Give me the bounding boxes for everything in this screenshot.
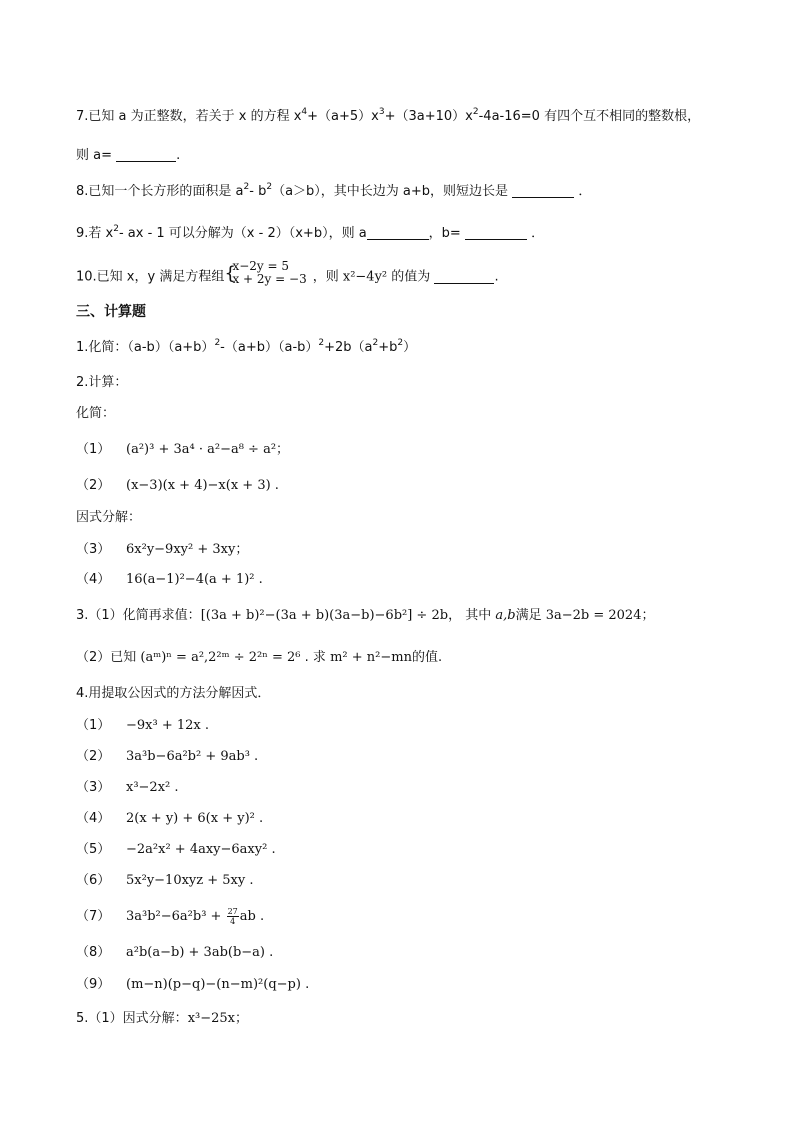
c4-item-3-expression: x³−2x² .: [126, 780, 179, 795]
q9-answer-blank-a[interactable]: [367, 225, 429, 240]
calc-4-title: 4.用提取公因式的方法分解因式．: [76, 686, 271, 701]
calc-2-part-4: [76, 570, 263, 590]
q9-end: ．: [531, 226, 545, 241]
c3-p1-vars: a,b: [495, 608, 516, 623]
section-heading-calculation: 三、计算题: [76, 304, 146, 320]
c1-text-d: +b: [378, 340, 398, 355]
c4-item-7-expression-b: ab .: [239, 909, 265, 924]
c3-p2-expression-2: m² + n²−mn: [330, 650, 412, 665]
q8-end: ．: [578, 184, 592, 199]
q9-exp-1: 2: [113, 224, 119, 234]
c4-item-8-expression: a²b(a−b) + 3ab(b−a) .: [126, 945, 274, 960]
c2-p1-expression: (a²)³ + 3a⁴ · a²−a⁸ ÷ a²；: [126, 442, 290, 457]
c5-expression: x³−25x；: [187, 1011, 248, 1026]
question-10: [76, 260, 499, 294]
q7-exp-1: 4: [301, 107, 308, 117]
c4-item-4-expression: 2(x + y) + 6(x + y)² .: [126, 811, 264, 826]
q7-text-b: +（a+5）x: [307, 109, 379, 124]
c3-p2-expression: (aᵐ)ⁿ = a²,2²ᵐ ÷ 2²ⁿ = 2⁶: [140, 650, 301, 665]
calc-2-factor-label: 因式分解：: [76, 510, 142, 525]
q7-answer-label: 则 a=: [76, 148, 112, 163]
c3-p2-end: 的值.: [411, 650, 443, 665]
calc-4-item-8: [76, 943, 273, 963]
c4-item-9-expression: (m−n)(p−q)−(n−m)²(q−p) .: [126, 977, 310, 992]
c1-end: ）: [403, 340, 417, 355]
c2-p3-expression: 6x²y−9xy² + 3xy；: [126, 542, 249, 557]
q8-text-a: 8.已知一个长方形的面积是 a: [76, 184, 244, 199]
calc-4-item-9: [76, 975, 309, 995]
q8-text-b: - b: [249, 184, 267, 199]
c1-exp-1: 2: [214, 338, 221, 348]
c3-p2-mid: . 求: [300, 650, 326, 665]
q10-answer-blank[interactable]: [434, 269, 494, 284]
system-brace: {: [224, 263, 236, 284]
system-equations: [232, 260, 306, 286]
c2-p3-number: （3）: [76, 542, 111, 557]
calc-2-part-1: [76, 440, 289, 460]
c3-p1-condition: 3a−2b = 2024；: [545, 608, 655, 623]
calc-4-item-5: [76, 840, 276, 860]
c1-exp-3: 2: [372, 338, 379, 348]
question-7-line-2: [76, 146, 180, 166]
c4-item-7-expression-a: 3a³b²−6a²b³ +: [126, 909, 226, 924]
q7-text-c: +（3a+10）x: [384, 109, 473, 124]
c3-p1-label: 3.（1）化简再求值：: [76, 608, 201, 623]
c2-p2-expression: (x−3)(x + 4)−x(x + 3) .: [126, 478, 279, 493]
q10-text-b: ，则: [312, 269, 339, 285]
calc-4-item-1: [76, 716, 209, 736]
calc-2-title: 2.计算：: [76, 375, 128, 390]
c3-p1-expression: [(3a + b)²−(3a + b)(3a−b)−6b²] ÷ 2b: [200, 608, 449, 623]
calc-4-item-6: [76, 871, 254, 891]
q10-end: .: [494, 269, 499, 285]
c4-item-5-expression: −2a²x² + 4axy−6axy² .: [126, 842, 276, 857]
q9-text-b: - ax - 1 可以分解为（x - 2）（x+b），则 a: [118, 226, 367, 241]
c2-p4-number: （4）: [76, 572, 111, 587]
calc-3-part-2: [76, 648, 442, 668]
calc-4-item-2: [76, 747, 258, 767]
fraction-numerator: 27: [227, 907, 238, 916]
c1-text-c: +2b（a: [324, 340, 373, 355]
c4-item-8-number: （8）: [76, 945, 111, 960]
q10-expression: x²−4y²: [342, 269, 388, 285]
c4-item-6-expression: 5x²y−10xyz + 5xy .: [126, 873, 254, 888]
calc-3-part-1: [76, 606, 654, 626]
fraction-denominator: 4: [230, 917, 236, 926]
c2-p1-number: （1）: [76, 442, 111, 457]
c2-p2-number: （2）: [76, 478, 111, 493]
calc-1: [76, 338, 416, 358]
calc-4-item-3: [76, 778, 179, 798]
c4-item-5-number: （5）: [76, 842, 111, 857]
question-7-line-1: [76, 107, 700, 127]
q8-exp-2: 2: [266, 182, 273, 192]
calc-4-item-4: [76, 809, 263, 829]
equation-system: [224, 259, 307, 294]
c3-p2-label: （2）已知: [76, 650, 137, 665]
calc-4-item-7: [76, 905, 264, 929]
q7-exp-3: 2: [472, 107, 479, 117]
q10-text-a: 10.已知 x，y 满足方程组: [76, 269, 225, 285]
calc-2-part-2: [76, 476, 279, 496]
question-9: [76, 224, 544, 244]
c4-item-9-number: （9）: [76, 977, 111, 992]
c4-item-4-number: （4）: [76, 811, 111, 826]
q7-answer-blank[interactable]: [116, 147, 176, 162]
c5-label: 5.（1）因式分解：: [76, 1011, 188, 1026]
c4-item-6-number: （6）: [76, 873, 111, 888]
q8-exp-1: 2: [243, 182, 250, 192]
c4-item-1-number: （1）: [76, 718, 111, 733]
q8-answer-blank[interactable]: [512, 183, 574, 198]
calc-5-part-1: [76, 1009, 248, 1029]
c4-item-2-expression: 3a³b−6a²b² + 9ab³ .: [126, 749, 259, 764]
c4-item-2-number: （2）: [76, 749, 111, 764]
q8-text-c: （a＞b），其中长边为 a+b，则短边长是: [272, 184, 509, 199]
q9-answer-blank-b[interactable]: [465, 225, 527, 240]
system-eq-2: x + 2y = −3: [232, 272, 307, 286]
q7-text-d: -4a-16=0 有四个互不相同的整数根，: [478, 109, 701, 124]
calc-2-simplify-label: 化简：: [76, 406, 116, 421]
question-8: [76, 182, 591, 202]
c3-p1-cond-lead: 满足: [515, 608, 542, 623]
q9-text-a: 9.若 x: [76, 226, 114, 241]
c1-exp-2: 2: [318, 338, 325, 348]
c1-exp-4: 2: [397, 338, 404, 348]
system-eq-1: x−2y = 5: [232, 259, 290, 273]
q7-end: .: [176, 148, 181, 163]
c3-p1-mid: ， 其中: [448, 608, 492, 623]
c1-text-a: 1.化简：（a-b）（a+b）: [76, 340, 215, 355]
c1-text-b: -（a+b）（a-b）: [220, 340, 319, 355]
c4-item-1-expression: −9x³ + 12x .: [126, 718, 210, 733]
q9-text-c: ，b=: [428, 226, 461, 241]
c2-p4-expression: 16(a−1)²−4(a + 1)² .: [126, 572, 263, 587]
calc-2-part-3: [76, 540, 248, 560]
q7-text-a: 7.已知 a 为正整数，若关于 x 的方程 x: [76, 109, 302, 124]
q7-exp-2: 3: [378, 107, 385, 117]
fraction-27-4: [227, 907, 239, 926]
c4-item-7-number: （7）: [76, 909, 111, 924]
c4-item-3-number: （3）: [76, 780, 111, 795]
q10-text-c: 的值为: [391, 269, 431, 285]
